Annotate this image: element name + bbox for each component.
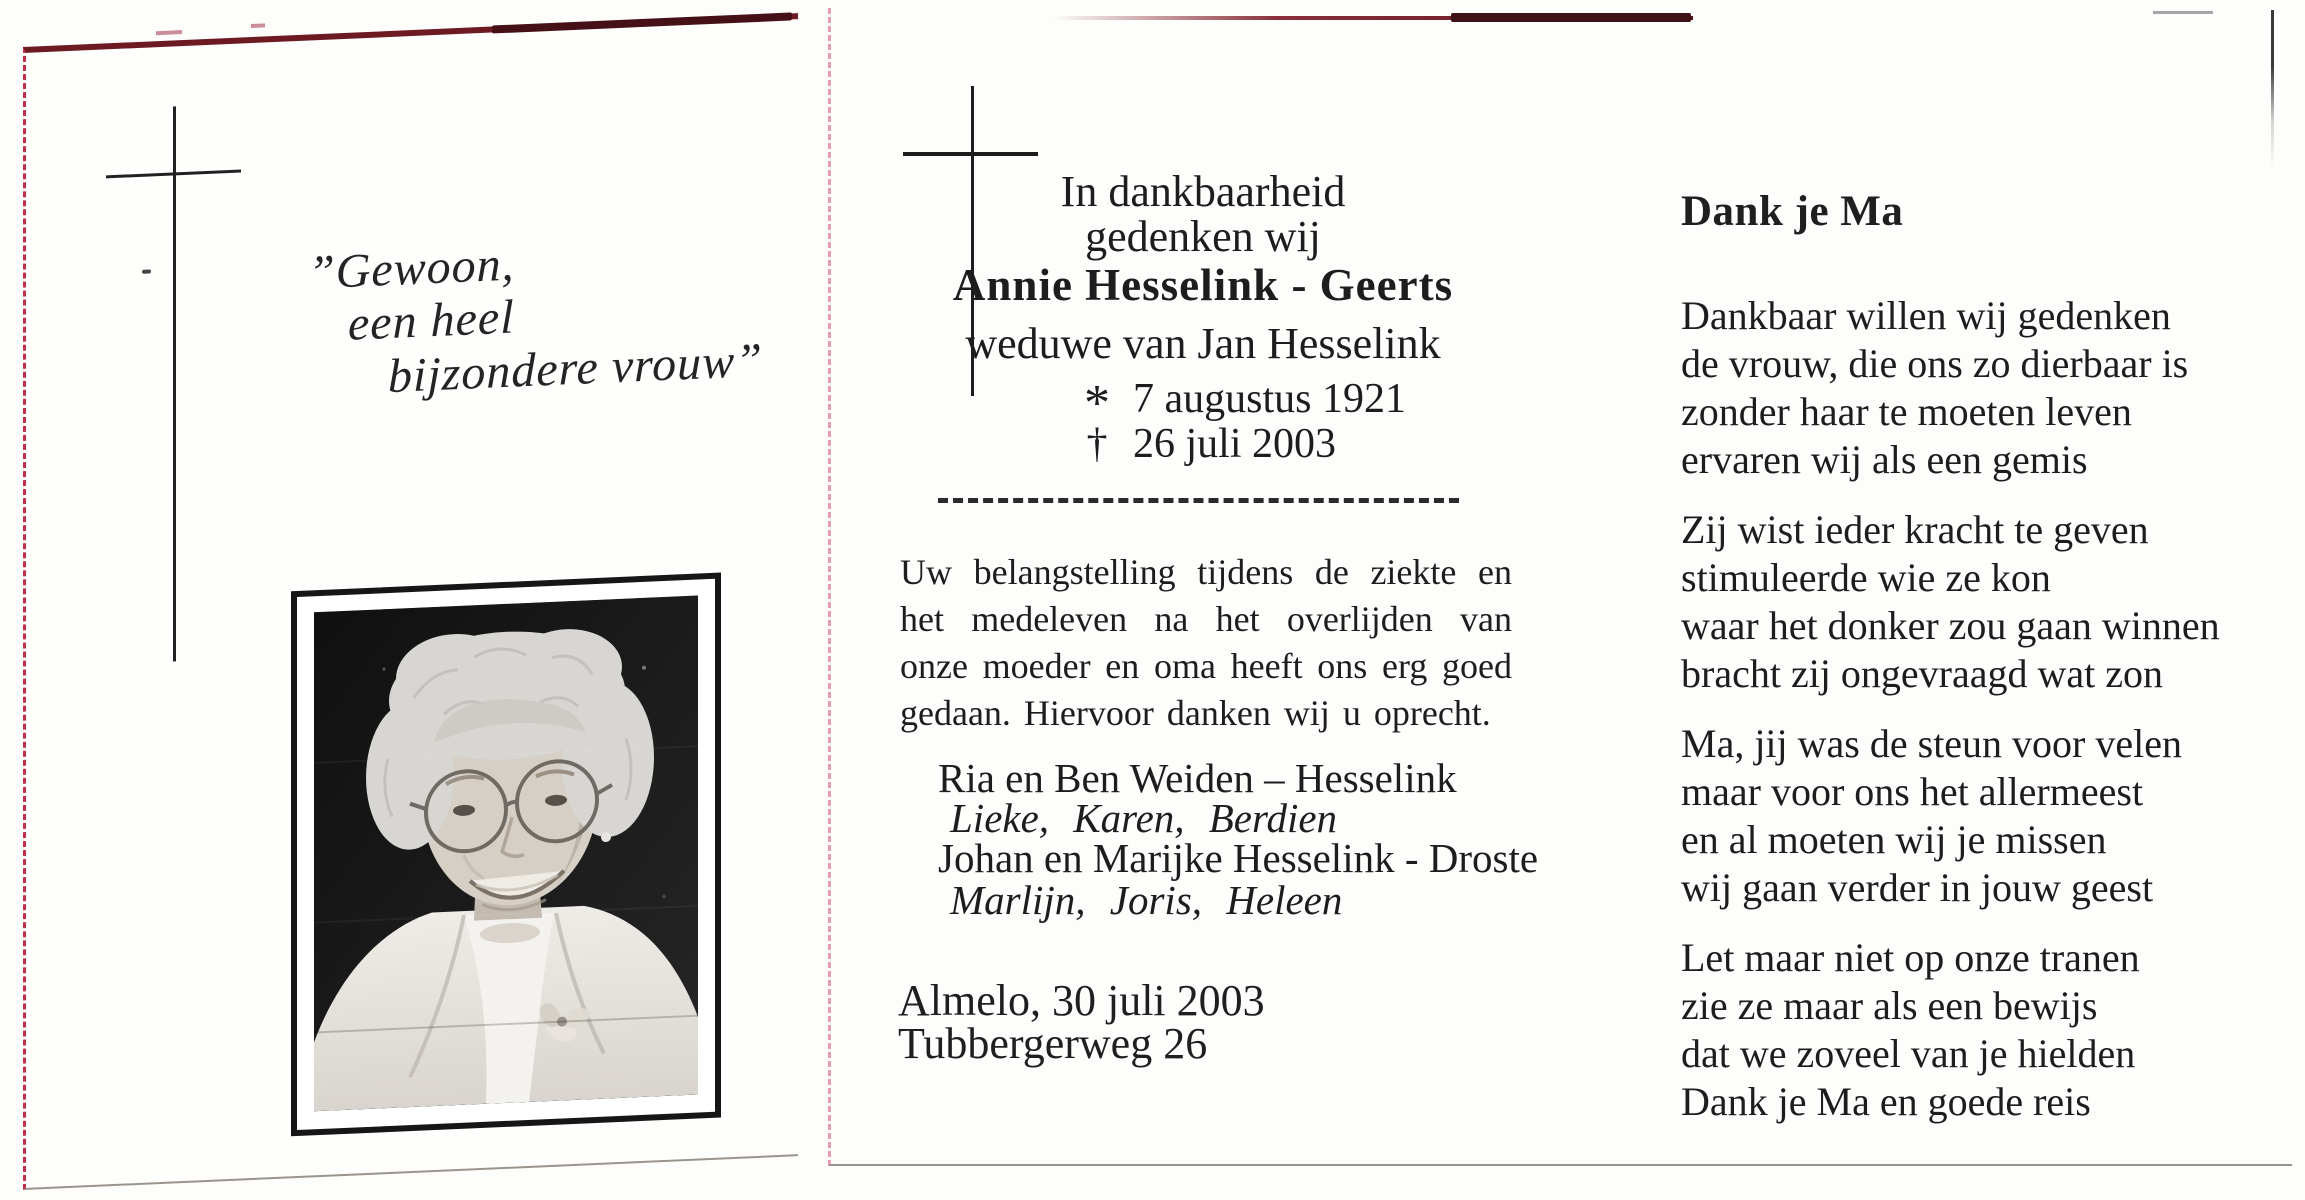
- poem-line: de vrouw, die ons zo dierbaar is: [1681, 341, 2189, 386]
- birth-symbol: *: [1084, 375, 1110, 432]
- poem-stanza-3: [1681, 720, 2182, 912]
- poem-stanza-2: [1681, 506, 2220, 698]
- thanks-line: gedaan. Hiervoor danken wij u oprecht.: [900, 693, 1491, 733]
- memorial-intro-line: gedenken wij: [1085, 212, 1321, 261]
- death-symbol-dagger: †: [1086, 421, 1108, 467]
- scan-speck: [156, 30, 182, 35]
- address: Tubbergerweg 26: [898, 1019, 1208, 1068]
- grandchildren-line: Lieke, Karen, Berdien: [950, 795, 1338, 841]
- portrait-photo-illustration: [314, 596, 698, 1112]
- poem-line: Zij wist ieder kracht te geven: [1681, 507, 2149, 552]
- poem-stanza-4: [1681, 934, 2140, 1126]
- deceased-relation: weduwe van Jan Hesselink: [965, 319, 1441, 368]
- poem-line: dat we zoveel van je hielden: [1681, 1031, 2136, 1076]
- poem-line: zie ze maar als een bewijs: [1681, 983, 2098, 1028]
- cover-quote-line: ”Gewoon,: [308, 237, 515, 300]
- poem-line: stimuleerde wie ze kon: [1681, 555, 2051, 600]
- poem-line: Let maar niet op onze tranen: [1681, 935, 2140, 980]
- family-name-line: Johan en Marijke Hesselink - Droste: [938, 835, 1539, 881]
- card-front-page: [23, 13, 798, 1190]
- scan-right-edge-line: [2271, 10, 2274, 170]
- thanks-paragraph: [900, 549, 1512, 737]
- poem-line: bracht zij ongevraagd wat zon: [1681, 651, 2164, 696]
- scan-speck: [251, 23, 265, 28]
- place-and-date: Almelo, 30 juli 2003: [898, 976, 1265, 1025]
- cross-icon: [173, 106, 176, 661]
- life-dates: [1077, 377, 1406, 467]
- poem-line: maar voor ons het allermeest: [1681, 769, 2144, 814]
- death-date: 26 juli 2003: [1133, 421, 1337, 467]
- thanks-line: Uw belangstelling tijdens de ziekte en: [900, 552, 1512, 592]
- portrait-photo: [314, 596, 698, 1112]
- poem-line: Dankbaar willen wij gedenken: [1681, 293, 2171, 338]
- grandchildren-line: Marlijn, Joris, Heleen: [950, 877, 1343, 923]
- scan-speck: [142, 269, 151, 273]
- cover-quote-line: een heel: [348, 290, 515, 351]
- poem-line: Dank je Ma en goede reis: [1681, 1079, 2091, 1124]
- poem-line: wij gaan verder in jouw geest: [1681, 865, 2154, 910]
- scan-top-edge-dark-segment: [492, 12, 792, 33]
- card-inner-spread: [828, 8, 2292, 1166]
- poem-line: zonder haar te moeten leven: [1681, 389, 2132, 434]
- poem-line: en al moeten wij je missen: [1681, 817, 2107, 862]
- thanks-line: onze moeder en oma heeft ons erg goed: [900, 646, 1512, 686]
- family-name-line: Ria en Ben Weiden – Hesselink: [938, 755, 1457, 801]
- cross-icon: [903, 152, 1038, 156]
- scan-edge-dash: [2153, 11, 2213, 14]
- birth-date: 7 augustus 1921: [1133, 376, 1406, 422]
- memorial-intro-line: In dankbaarheid: [1060, 167, 1346, 216]
- poem-line: ervaren wij als een gemis: [1681, 437, 2088, 482]
- photo-frame: [291, 573, 721, 1137]
- cover-quote-line: bijzondere vrouw”: [388, 333, 763, 404]
- death-date-row: [1077, 422, 1406, 467]
- deceased-name: Annie Hesselink - Geerts: [952, 260, 1454, 310]
- poem-stanza-1: [1681, 292, 2188, 484]
- birth-date-row: [1077, 375, 1406, 432]
- poem-line: waar het donker zou gaan winnen: [1681, 603, 2220, 648]
- scan-top-streak-dark: [1451, 13, 1691, 22]
- dashed-divider: [938, 498, 1459, 503]
- thanks-line: het medeleven na het overlijden van: [900, 599, 1512, 639]
- poem-line: Ma, jij was de steun voor velen: [1681, 721, 2182, 766]
- poem-title: Dank je Ma: [1681, 188, 1904, 235]
